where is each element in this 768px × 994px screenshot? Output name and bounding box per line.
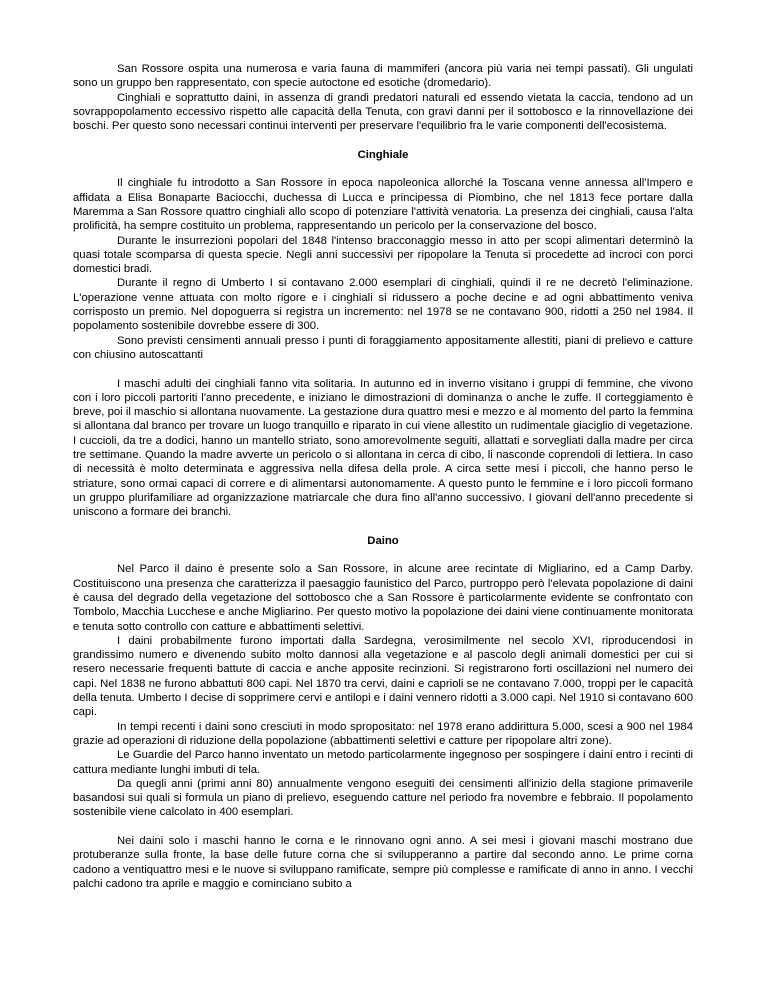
daino-paragraph: I daini probabilmente furono importati dalla Sardegna, verosimilmente nel secolo XVI, riproducendosi in grandissimo numero e divenendo subito molto dannosi alla vegetazione e al pascolo degli animali domestici per cui si resero necessarie frequenti battute di caccia e anche apposite recinzioni. Si registrarono forti oscillazioni nel numero dei capi. Nel 1838 ne furono abbattuti 800 capi. Nel 1870 tra cervi, daini e caprioli se ne contavano 7.000, troppi per le capacità della tenuta. Umberto I decise di sopprimere cervi e antilopi e i daini vennero ridotti a 3.000 capi. Nel 1910 si contavano 600 capi. [73,634,693,719]
spacer [73,820,693,834]
cinghiale-paragraph: Durante le insurrezioni popolari del 1848 l'intenso bracconaggio messo in atto per scopi alimentari determinò la quasi totale scomparsa di questa specie. Negli anni successivi per ripopolare la Tenuta si procedette ad incroci con porci domestici bradi. [73,234,693,276]
intro-paragraph: Cinghiali e soprattutto daini, in assenza di grandi predatori naturali ed essendo vietata la caccia, tendono ad un sovrappopolamento eccessivo rispetto alle capacità della Tenuta, con gravi danni per il sottobosco e la rinnovellazione dei boschi. Per questo sono necessari continui interventi per preservare l'equilibrio fra le varie componenti dell'ecosistema. [73,91,693,133]
spacer [73,548,693,562]
daino-paragraph: In tempi recenti i daini sono cresciuti in modo spropositato: nel 1978 erano addirittura 5.000, scesi a 900 nel 1984 grazie ad operazioni di riduzione della popolazione (abbattimenti selettivi e catture per ripopolare altri zone). [73,720,693,747]
cinghiale-paragraph: Sono previsti censimenti annuali presso i punti di foraggiamento appositamente allestiti, piani di prelievo e catture con chiusino autoscattanti [73,334,693,361]
section-heading-cinghiale: Cinghiale [357,148,409,161]
daino-paragraph: Da quegli anni (primi anni 80) annualmente vengono eseguiti dei censimenti all'inizio della stagione primaverile basandosi sui quali si formula un piano di prelievo, eseguendo catture nel periodo fra novembre e febbraio. Il popolamento sostenibile viene calcolato in 400 esemplari. [73,777,693,819]
document-page [73,62,693,891]
cinghiale-paragraph: Il cinghiale fu introdotto a San Rossore in epoca napoleonica allorché la Toscana venne annessa all'Impero e affidata a Elisa Bonaparte Baciocchi, duchessa di Lucca e principessa di Piombino, che nel 1813 fece portare dalla Maremma a San Rossore quattro cinghiali allo scopo di potenziare l'attività venatoria. La presenza dei cinghiali, causa l'alta prolificità, ha sempre costituito un problema, rappresentando un pericolo per la conservazione del bosco. [73,177,693,233]
intro-paragraph: San Rossore ospita una numerosa e varia fauna di mammiferi (ancora più varia nei tempi passati). Gli ungulati sono un gruppo ben rappresentato, con specie autoctone ed esotiche (dromedario). [73,63,693,90]
spacer [73,162,693,176]
section-heading-daino: Daino [367,534,399,547]
daino-biology-paragraph: Nei daini solo i maschi hanno le corna e le rinnovano ogni anno. A sei mesi i giovani maschi mostrano due protuberanze sulla fronte, la base delle future corna che si svilupperanno a partire dal secondo anno. Le prime corna cadono a ventiquattro mesi e le nuove si sviluppano ramificate, sempre più complesse e ramificate di anno in anno. I vecchi palchi cadono tra aprile e maggio e cominciano subito a [73,835,693,890]
spacer [73,520,693,534]
daino-paragraph: Le Guardie del Parco hanno inventato un metodo particolarmente ingegnoso per sospingere i daini entro i recinti di cattura mediante lunghi imbuti di tela. [73,749,693,776]
daino-paragraph: Nel Parco il daino è presente solo a San Rossore, in alcune aree recintate di Migliarino, ed a Camp Darby. Costituiscono una presenza che caratterizza il paesaggio faunistico del Parco, purtroppo però l'elevata popolazione di daini è causa del degrado della vegetazione del sottobosco che a San Rossore è particolarmente evidente se confrontato con Tombolo, Macchia Lucchese e anche Migliarino. Per questo motivo la popolazione dei daini viene continuamente monitorata e tenuta sotto controllo con catture e abbattimenti selettivi. [73,563,693,633]
spacer [73,362,693,376]
cinghiale-paragraph: Durante il regno di Umberto I si contavano 2.000 esemplari di cinghiali, quindi il re ne decretò l'eliminazione. L'operazione venne attuata con molto rigore e i cinghiali si ridussero a poche decine e ad ogni abbattimento veniva corrisposto un premio. Nel dopoguerra si registra un incremento: nel 1978 se ne contavano 900, ridotti a 250 nel 1984. Il popolamento sostenibile dovrebbe essere di 300. [73,277,693,333]
spacer [73,133,693,147]
cinghiale-biology-paragraph: I maschi adulti dei cinghiali fanno vita solitaria. In autunno ed in inverno visitano i gruppi di femmine, che vivono con i loro piccoli partoriti l'anno precedente, e iniziano le dimostrazioni di dominanza o anche le zuffe. Il corteggiamento è breve, poi il maschio si allontana nuovamente. La gestazione dura quattro mesi e mezzo e al momento del parto la femmina si allontana dal branco per trovare un luogo tranquillo e riparato in cui viene allestito un rudimentale giaciglio di vegetazione. I cuccioli, da tre a dodici, hanno un mantello striato, sono amorevolmente seguiti, allattati e sorvegliati dalla madre per circa tre settimane. Quando la madre avverte un pericolo o si allontana in cerca di cibo, li nasconde coprendoli di lettiera. In caso di necessità è molto determinata e aggressiva nella difesa della prole. A circa sette mesi i piccoli, che hanno perso le striature, sono ormai capaci di correre e di alimentarsi autonomamente. A questo punto le femmine e i loro piccoli formano un gruppo plurifamiliare ad organizzazione matriarcale che dura fino all'anno successivo. I giovani dell'anno precedente si uniscono a formare dei branchi. [73,377,693,519]
